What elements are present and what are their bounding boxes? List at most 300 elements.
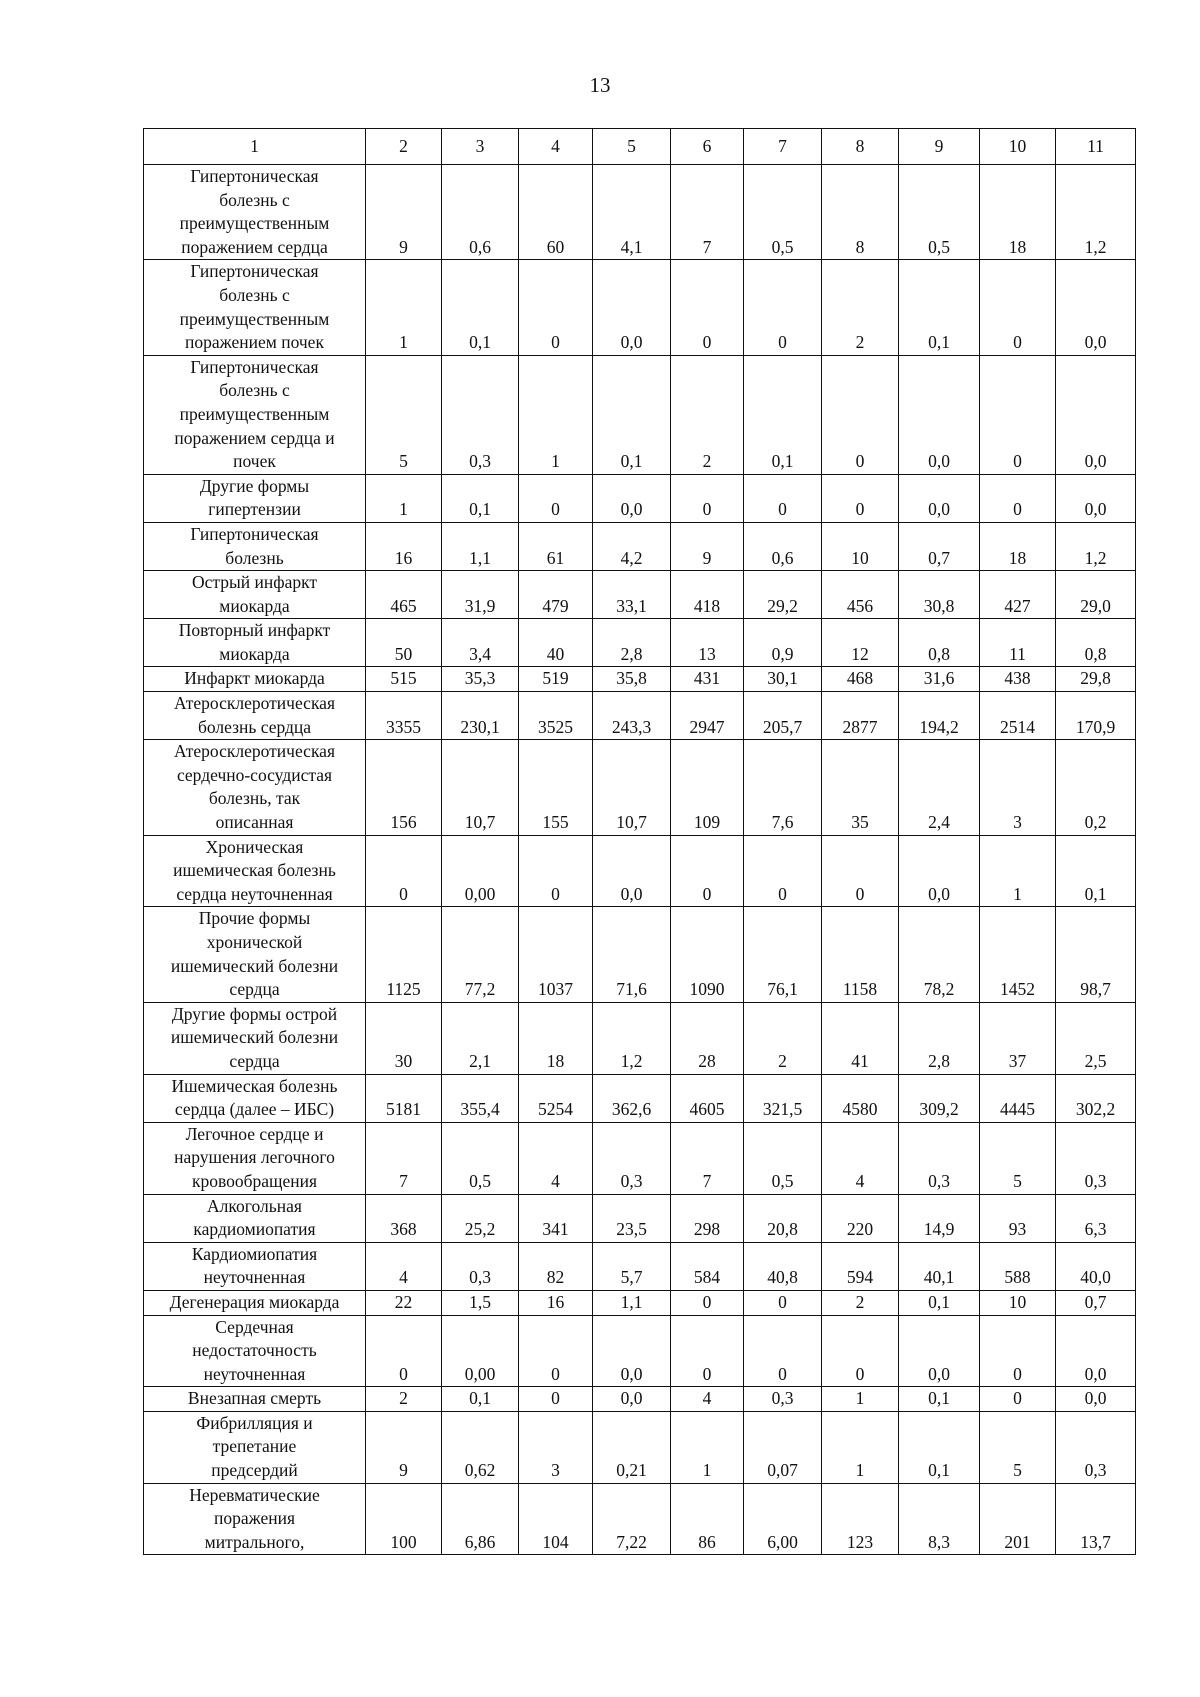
table-cell: 93: [980, 1194, 1056, 1242]
row-label-line: Другие формы острой: [171, 1003, 338, 1024]
table-cell: 30,1: [744, 667, 822, 692]
table-cell: 3: [980, 740, 1056, 835]
row-label: [144, 355, 366, 474]
table-row: [144, 1411, 1136, 1483]
table-cell: 31,6: [899, 667, 980, 692]
table-cell: 6,00: [744, 1483, 822, 1555]
column-number-4: 4: [519, 129, 593, 165]
table-cell: 7,6: [744, 740, 822, 835]
table-cell: 71,6: [593, 907, 671, 1002]
table-cell: 109: [671, 740, 744, 835]
table-cell: 230,1: [442, 692, 519, 740]
row-label: [144, 1387, 366, 1412]
table-cell: 418: [671, 571, 744, 619]
row-label-line: поражением сердца и: [174, 427, 335, 448]
table-cell: 0: [519, 474, 593, 522]
table-cell: 0: [980, 260, 1056, 355]
table-cell: 31,9: [442, 571, 519, 619]
row-label-line: трепетание: [212, 1436, 297, 1457]
column-number-8: 8: [822, 129, 899, 165]
table-cell: 0,1: [1056, 835, 1136, 907]
table-cell: 10: [980, 1290, 1056, 1315]
row-label-line: Гипертоническая: [190, 166, 319, 186]
table-row: [144, 740, 1136, 835]
table-cell: 0: [822, 835, 899, 907]
table-cell: 594: [822, 1242, 899, 1290]
row-label: [144, 619, 366, 667]
row-label-line: преимущественным: [179, 213, 330, 234]
table-cell: 0,0: [593, 260, 671, 355]
table-cell: 9: [671, 522, 744, 570]
row-label: [144, 571, 366, 619]
table-cell: 456: [822, 571, 899, 619]
table-cell: 0,5: [899, 165, 980, 260]
table-cell: 2,5: [1056, 1002, 1136, 1074]
row-label: [144, 1002, 366, 1074]
table-cell: 40,8: [744, 1242, 822, 1290]
table-row: [144, 165, 1136, 260]
table-cell: 76,1: [744, 907, 822, 1002]
column-number-10: 10: [980, 129, 1056, 165]
table-cell: 7: [671, 165, 744, 260]
table-cell: 1090: [671, 907, 744, 1002]
table-cell: 0,00: [442, 835, 519, 907]
row-label-line: болезнь с: [219, 284, 290, 305]
table-cell: 60: [519, 165, 593, 260]
column-number-2: 2: [366, 129, 442, 165]
table-cell: 10: [822, 522, 899, 570]
table-cell: 2: [671, 355, 744, 474]
row-label-line: преимущественным: [179, 308, 330, 329]
table-cell: 16: [366, 522, 442, 570]
table-cell: 1,2: [1056, 522, 1136, 570]
table-cell: 1125: [366, 907, 442, 1002]
table-cell: 18: [519, 1002, 593, 1074]
table-cell: 1,1: [593, 1290, 671, 1315]
table-cell: 341: [519, 1194, 593, 1242]
column-number-6: 6: [671, 129, 744, 165]
table-cell: 0: [822, 474, 899, 522]
table-cell: 29,8: [1056, 667, 1136, 692]
table-cell: 0,8: [1056, 619, 1136, 667]
table-cell: 7: [671, 1122, 744, 1194]
table-cell: 2: [744, 1002, 822, 1074]
table-cell: 8,3: [899, 1483, 980, 1555]
table-cell: 0: [519, 1387, 593, 1412]
table-cell: 0: [519, 260, 593, 355]
table-cell: 8: [822, 165, 899, 260]
table-cell: 205,7: [744, 692, 822, 740]
row-label-line: Гипертоническая: [190, 261, 319, 282]
table-cell: 4: [671, 1387, 744, 1412]
table-cell: 220: [822, 1194, 899, 1242]
row-label: [144, 1074, 366, 1122]
table-cell: 584: [671, 1242, 744, 1290]
table-row: [144, 355, 1136, 474]
table-cell: 1037: [519, 907, 593, 1002]
table-cell: 309,2: [899, 1074, 980, 1122]
table-cell: 10,7: [593, 740, 671, 835]
table-cell: 40: [519, 619, 593, 667]
table-cell: 155: [519, 740, 593, 835]
table-cell: 0,3: [442, 355, 519, 474]
row-label-line: болезнь: [225, 547, 284, 568]
table-cell: 37: [980, 1002, 1056, 1074]
table-cell: 0,3: [1056, 1122, 1136, 1194]
table-row: [144, 667, 1136, 692]
table-cell: 0,0: [1056, 1387, 1136, 1412]
table-cell: 1: [519, 355, 593, 474]
table-cell: 0: [744, 1290, 822, 1315]
table-cell: 123: [822, 1483, 899, 1555]
table-cell: 16: [519, 1290, 593, 1315]
table-cell: 1: [822, 1387, 899, 1412]
column-number-9: 9: [899, 129, 980, 165]
table-cell: 0: [822, 355, 899, 474]
table-cell: 0,7: [899, 522, 980, 570]
table-cell: 0,62: [442, 1411, 519, 1483]
row-label-line: Гипертоническая: [190, 523, 319, 544]
table-cell: 0,1: [442, 474, 519, 522]
table-cell: 20,8: [744, 1194, 822, 1242]
table-cell: 0: [980, 474, 1056, 522]
table-cell: 2877: [822, 692, 899, 740]
column-number-5: 5: [593, 129, 671, 165]
table-row: [144, 1194, 1136, 1242]
row-label-line: Алкогольная: [207, 1195, 302, 1216]
row-label-line: Хроническая: [205, 836, 304, 857]
table-cell: 2,8: [593, 619, 671, 667]
table-cell: 0,0: [593, 835, 671, 907]
table-cell: 23,5: [593, 1194, 671, 1242]
table-row: [144, 907, 1136, 1002]
table-cell: 1,5: [442, 1290, 519, 1315]
table-cell: 427: [980, 571, 1056, 619]
table-row: [144, 1074, 1136, 1122]
row-label-line: гипертензии: [208, 499, 301, 520]
table-cell: 0: [671, 835, 744, 907]
table-cell: 2,8: [899, 1002, 980, 1074]
table-row: [144, 1002, 1136, 1074]
table-cell: 0,0: [593, 1315, 671, 1387]
table-cell: 0,1: [442, 260, 519, 355]
row-label-line: нарушения легочного: [174, 1147, 335, 1168]
table-cell: 0,6: [744, 522, 822, 570]
row-label-line: сердца: [229, 979, 280, 1000]
table-cell: 0,3: [442, 1242, 519, 1290]
table-cell: 298: [671, 1194, 744, 1242]
table-cell: 1,1: [442, 522, 519, 570]
table-cell: 0,0: [1056, 1315, 1136, 1387]
table-cell: 0,1: [899, 260, 980, 355]
row-label-line: Фибрилляция и: [196, 1412, 313, 1433]
table-cell: 0,0: [1056, 260, 1136, 355]
table-cell: 2947: [671, 692, 744, 740]
table-cell: 0: [671, 1290, 744, 1315]
row-label-line: кровообращения: [191, 1170, 318, 1191]
table-cell: 0,9: [744, 619, 822, 667]
table-cell: 0,3: [899, 1122, 980, 1194]
table-cell: 1: [366, 260, 442, 355]
row-label: [144, 1194, 366, 1242]
column-number-11: 11: [1056, 129, 1136, 165]
table-cell: 5: [980, 1411, 1056, 1483]
row-label: [144, 907, 366, 1002]
table-cell: 362,6: [593, 1074, 671, 1122]
table-cell: 0,0: [899, 1315, 980, 1387]
table-cell: 82: [519, 1242, 593, 1290]
table-cell: 0: [671, 474, 744, 522]
row-label-line: неуточненная: [203, 1267, 306, 1288]
table-cell: 25,2: [442, 1194, 519, 1242]
column-number-7: 7: [744, 129, 822, 165]
table-cell: 4,1: [593, 165, 671, 260]
row-label: [144, 1122, 366, 1194]
table-row: [144, 522, 1136, 570]
table-cell: 0,0: [899, 355, 980, 474]
row-label: [144, 1483, 366, 1555]
table-cell: 5: [980, 1122, 1056, 1194]
table-cell: 0,5: [744, 165, 822, 260]
table-cell: 0,5: [744, 1122, 822, 1194]
table-cell: 0: [366, 835, 442, 907]
table-cell: 0: [744, 474, 822, 522]
row-label-line: ишемический болезни: [170, 1027, 339, 1048]
row-label: [144, 740, 366, 835]
table-cell: 0: [519, 835, 593, 907]
table-cell: 0,0: [1056, 355, 1136, 474]
table-cell: 1158: [822, 907, 899, 1002]
table-cell: 40,1: [899, 1242, 980, 1290]
table-cell: 588: [980, 1242, 1056, 1290]
row-label-line: почек: [233, 451, 276, 472]
row-label-line: Атеросклеротическая: [174, 741, 335, 762]
row-label-line: Атеросклеротическая: [174, 693, 335, 714]
row-label: [144, 260, 366, 355]
table-cell: 0: [822, 1315, 899, 1387]
table-cell: 465: [366, 571, 442, 619]
table-cell: 0,5: [442, 1122, 519, 1194]
table-cell: 61: [519, 522, 593, 570]
table-row: [144, 619, 1136, 667]
table-cell: 2: [822, 260, 899, 355]
table-cell: 2,1: [442, 1002, 519, 1074]
table-row: [144, 1242, 1136, 1290]
row-label-line: сердца неуточненная: [176, 883, 333, 904]
row-label-line: болезнь с: [219, 380, 290, 401]
table-cell: 5181: [366, 1074, 442, 1122]
table-cell: 6,3: [1056, 1194, 1136, 1242]
row-label-line: недостаточность: [192, 1340, 317, 1361]
table-cell: 4,2: [593, 522, 671, 570]
table-cell: 0,1: [593, 355, 671, 474]
row-label: [144, 1411, 366, 1483]
table-cell: 0: [744, 1315, 822, 1387]
table-cell: 0,8: [899, 619, 980, 667]
row-label-line: предсердий: [211, 1460, 298, 1481]
table-cell: 0,7: [1056, 1290, 1136, 1315]
row-label-line: сердечно-сосудистая: [176, 764, 333, 785]
row-label-line: преимущественным: [179, 403, 330, 424]
table-cell: 0,1: [899, 1387, 980, 1412]
row-label: [144, 1242, 366, 1290]
table-cell: 35: [822, 740, 899, 835]
table-cell: 12: [822, 619, 899, 667]
table-row: [144, 692, 1136, 740]
row-label: [144, 474, 366, 522]
column-number-1: 1: [144, 129, 366, 165]
table-row: [144, 474, 1136, 522]
table-cell: 0: [980, 1315, 1056, 1387]
row-label: [144, 667, 366, 692]
table-cell: 0: [671, 260, 744, 355]
row-label-line: поражения: [213, 1508, 296, 1529]
table-cell: 40,0: [1056, 1242, 1136, 1290]
table-cell: 6,86: [442, 1483, 519, 1555]
table-cell: 0: [366, 1315, 442, 1387]
table-cell: 7,22: [593, 1483, 671, 1555]
row-label-line: болезнь, так: [208, 788, 301, 809]
table-cell: 368: [366, 1194, 442, 1242]
table-cell: 0,0: [593, 474, 671, 522]
table-cell: 1: [366, 474, 442, 522]
table-row: [144, 571, 1136, 619]
row-label: [144, 835, 366, 907]
table-cell: 3: [519, 1411, 593, 1483]
table-cell: 30: [366, 1002, 442, 1074]
table-cell: 35,8: [593, 667, 671, 692]
table-cell: 0,3: [1056, 1411, 1136, 1483]
table-cell: 18: [980, 522, 1056, 570]
table-cell: 0,3: [593, 1122, 671, 1194]
table-cell: 0,3: [744, 1387, 822, 1412]
row-label-line: миокарда: [219, 643, 290, 664]
table-cell: 468: [822, 667, 899, 692]
table-cell: 0,07: [744, 1411, 822, 1483]
table-cell: 4580: [822, 1074, 899, 1122]
row-label-line: Другие формы: [199, 475, 310, 496]
table-row: [144, 260, 1136, 355]
table-cell: 479: [519, 571, 593, 619]
table-cell: 22: [366, 1290, 442, 1315]
table-row: [144, 1387, 1136, 1412]
table-cell: 0,6: [442, 165, 519, 260]
table-cell: 243,3: [593, 692, 671, 740]
table-cell: 98,7: [1056, 907, 1136, 1002]
table-cell: 2514: [980, 692, 1056, 740]
row-label-line: поражением почек: [185, 332, 324, 353]
table-cell: 9: [366, 165, 442, 260]
table-cell: 29,2: [744, 571, 822, 619]
table-cell: 0,1: [899, 1290, 980, 1315]
table-cell: 4: [822, 1122, 899, 1194]
row-label-line: Внезапная смерть: [187, 1388, 322, 1409]
table-cell: 3355: [366, 692, 442, 740]
row-label-line: поражением сердца: [181, 236, 328, 257]
row-label-line: Прочие формы: [198, 908, 311, 929]
mortality-data-table: [143, 128, 1136, 1555]
table-cell: 438: [980, 667, 1056, 692]
table-cell: 1452: [980, 907, 1056, 1002]
table-cell: 5: [366, 355, 442, 474]
table-cell: 519: [519, 667, 593, 692]
table-cell: 0: [744, 835, 822, 907]
table-cell: 0,1: [744, 355, 822, 474]
table-cell: 194,2: [899, 692, 980, 740]
row-label-line: Кардиомиопатия: [191, 1243, 318, 1264]
table-cell: 431: [671, 667, 744, 692]
table-cell: 50: [366, 619, 442, 667]
table-cell: 7: [366, 1122, 442, 1194]
row-label: [144, 692, 366, 740]
row-label-line: болезнь сердца: [197, 716, 312, 737]
table-row: [144, 1315, 1136, 1387]
table-cell: 1,2: [1056, 165, 1136, 260]
table-cell: 0,2: [1056, 740, 1136, 835]
table-cell: 0: [671, 1315, 744, 1387]
table-cell: 2: [822, 1290, 899, 1315]
table-cell: 1,2: [593, 1002, 671, 1074]
table-cell: 0,0: [593, 1387, 671, 1412]
table-cell: 18: [980, 165, 1056, 260]
table-cell: 4605: [671, 1074, 744, 1122]
table-cell: 515: [366, 667, 442, 692]
table-cell: 78,2: [899, 907, 980, 1002]
row-label-line: сердца (далее – ИБС): [174, 1099, 335, 1120]
table-cell: 0: [980, 355, 1056, 474]
table-cell: 1: [822, 1411, 899, 1483]
table-cell: 0,1: [442, 1387, 519, 1412]
table-cell: 104: [519, 1483, 593, 1555]
table-row: [144, 1290, 1136, 1315]
table-cell: 28: [671, 1002, 744, 1074]
table-row: [144, 835, 1136, 907]
row-label-line: хронической: [206, 932, 303, 952]
row-label-line: кардиомиопатия: [193, 1219, 316, 1240]
table-row: [144, 1122, 1136, 1194]
table-header-row: [144, 129, 1136, 165]
page-number: 13: [589, 73, 611, 97]
row-label-line: миокарда: [219, 595, 290, 616]
table-row: [144, 1483, 1136, 1555]
table-cell: 35,3: [442, 667, 519, 692]
table-cell: 0,21: [593, 1411, 671, 1483]
row-label: [144, 522, 366, 570]
column-number-3: 3: [442, 129, 519, 165]
table-cell: 0,0: [1056, 474, 1136, 522]
table-cell: 41: [822, 1002, 899, 1074]
table-cell: 33,1: [593, 571, 671, 619]
table-cell: 3,4: [442, 619, 519, 667]
table-cell: 13: [671, 619, 744, 667]
table-cell: 5254: [519, 1074, 593, 1122]
row-label-line: неуточненная: [203, 1363, 306, 1384]
table-cell: 30,8: [899, 571, 980, 619]
table-cell: 14,9: [899, 1194, 980, 1242]
table-cell: 170,9: [1056, 692, 1136, 740]
table-cell: 0,0: [899, 835, 980, 907]
table-cell: 321,5: [744, 1074, 822, 1122]
table-cell: 0,0: [899, 474, 980, 522]
table-cell: 4: [366, 1242, 442, 1290]
table-cell: 10,7: [442, 740, 519, 835]
table-cell: 0,1: [899, 1411, 980, 1483]
table-cell: 9: [366, 1411, 442, 1483]
table-cell: 156: [366, 740, 442, 835]
row-label-line: Повторный инфаркт: [178, 620, 331, 641]
table-cell: 0,00: [442, 1315, 519, 1387]
table-cell: 11: [980, 619, 1056, 667]
